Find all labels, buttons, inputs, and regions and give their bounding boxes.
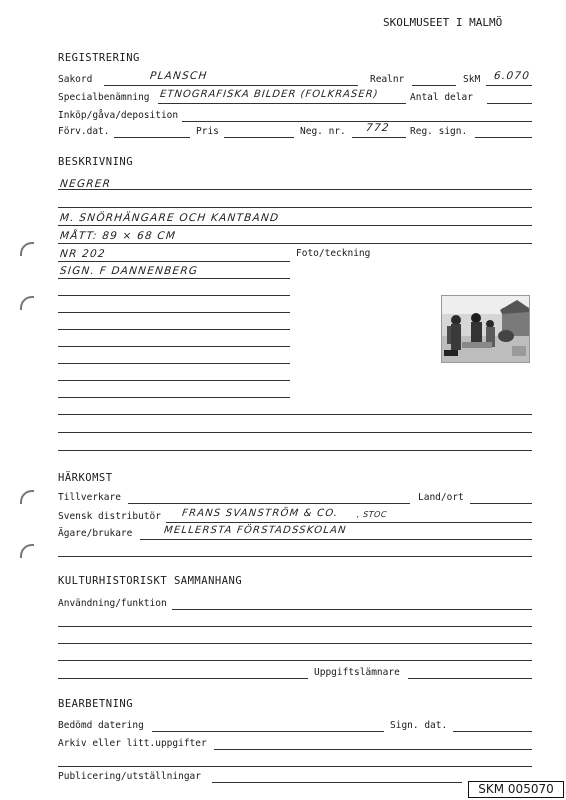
forv-dat-label: Förv.dat. [58,126,110,137]
specialbenamning-line [158,103,406,104]
land-ort-line [470,503,532,504]
specialbenamning-value: ETNOGRAFISKA BILDER (FOLKRASER) [159,89,380,100]
tillverkare-label: Tillverkare [58,492,121,503]
sakord-value: PLANSCH [149,70,209,82]
beskrivning-rule [58,450,532,451]
pris-line [224,137,294,138]
reg-sign-line [475,137,532,138]
museum-header: SKOLMUSEET I MALMÖ [383,16,503,29]
harkomst-rule [58,556,532,557]
sakord-label: Sakord [58,74,93,85]
neg-nr-value: 772 [365,122,391,134]
land-ort-label: Land/ort [418,492,464,503]
beskrivning-rule [58,380,290,381]
skm-label: SkM [463,74,481,85]
agare-value: MELLERSTA FÖRSTADSSKOLAN [163,525,348,536]
beskrivning-line-1: NEGRER [59,178,112,190]
beskrivning-line-6: SIGN. F DANNENBERG [59,265,199,277]
skm-value: 6.070 [493,70,531,82]
skm-line [486,85,532,86]
punch-hole-mark [20,490,34,504]
antal-delar-line [487,103,532,104]
punch-hole-mark [20,296,34,310]
anvandning-line [172,609,532,610]
sign-dat-label: Sign. dat. [390,720,448,731]
bedomd-datering-label: Bedömd datering [58,720,144,731]
tillverkare-line [128,503,410,504]
punch-hole-mark [20,544,34,558]
anvandning-label: Användning/funktion [58,598,167,609]
punch-hole-mark [20,242,34,256]
agare-label: Ägare/brukare [58,528,133,539]
beskrivning-rule [58,329,290,330]
beskrivning-rule [58,295,290,296]
pris-label: Pris [196,126,219,137]
beskrivning-line-3: M. SNÖRHÄNGARE OCH KANTBAND [59,212,280,224]
beskrivning-rule [58,243,532,244]
realnr-line [412,85,456,86]
beskrivning-rule [58,189,532,190]
section-heading-registrering: REGISTRERING [58,52,140,64]
beskrivning-rule [58,432,532,433]
beskrivning-rule [58,363,290,364]
beskrivning-rule [58,346,290,347]
sakord-line [104,85,358,86]
object-photo [441,295,530,363]
uppgiftslamnare-left-line [58,678,308,679]
sign-dat-line [453,731,532,732]
photo-illustration [442,296,529,362]
section-heading-beskrivning: BESKRIVNING [58,156,134,168]
publicering-label: Publicering/utställningar [58,771,201,782]
section-heading-kultur: KULTURHISTORISKT SAMMANHANG [58,575,243,587]
uppgiftslamnare-label: Uppgiftslämnare [314,667,400,678]
beskrivning-line-4: MÅTT: 89 × 68 CM [59,230,177,242]
svensk-distributor-label: Svensk distributör [58,511,161,522]
specialbenamning-label: Specialbenämning [58,92,150,103]
beskrivning-rule [58,261,290,262]
beskrivning-rule [58,312,290,313]
beskrivning-line-5: NR 202 [59,248,107,260]
arkiv-line [214,749,532,750]
section-heading-bearbetning: BEARBETNING [58,698,134,710]
reg-sign-label: Reg. sign. [410,126,468,137]
section-heading-harkomst: HÄRKOMST [58,472,113,484]
bedomd-datering-line [152,731,384,732]
beskrivning-rule [58,207,532,208]
beskrivning-rule [58,225,532,226]
inkop-label: Inköp/gåva/deposition [58,110,179,121]
beskrivning-rule [58,414,532,415]
inkop-line [182,121,532,122]
arkiv-label: Arkiv eller litt.uppgifter [58,738,207,749]
svensk-distributor-line [166,522,532,523]
inventory-stamp: SKM 005070 [468,781,564,798]
uppgiftslamnare-line [408,678,532,679]
kultur-rule [58,660,532,661]
realnr-label: Realnr [370,74,405,85]
beskrivning-rule [58,278,290,279]
beskrivning-rule [58,397,290,398]
agare-line [140,539,532,540]
neg-nr-label: Neg. nr. [300,126,346,137]
forv-dat-line [114,137,190,138]
neg-nr-line [352,137,406,138]
bearbetning-rule [58,766,532,767]
foto-label: Foto/teckning [296,248,371,259]
antal-delar-label: Antal delar [410,92,473,103]
kultur-rule [58,626,532,627]
kultur-rule [58,643,532,644]
distributor-ort-value: , STOC [356,510,388,519]
svensk-distributor-value: FRANS SVANSTRÖM & CO. [181,508,339,519]
publicering-line [212,782,462,783]
